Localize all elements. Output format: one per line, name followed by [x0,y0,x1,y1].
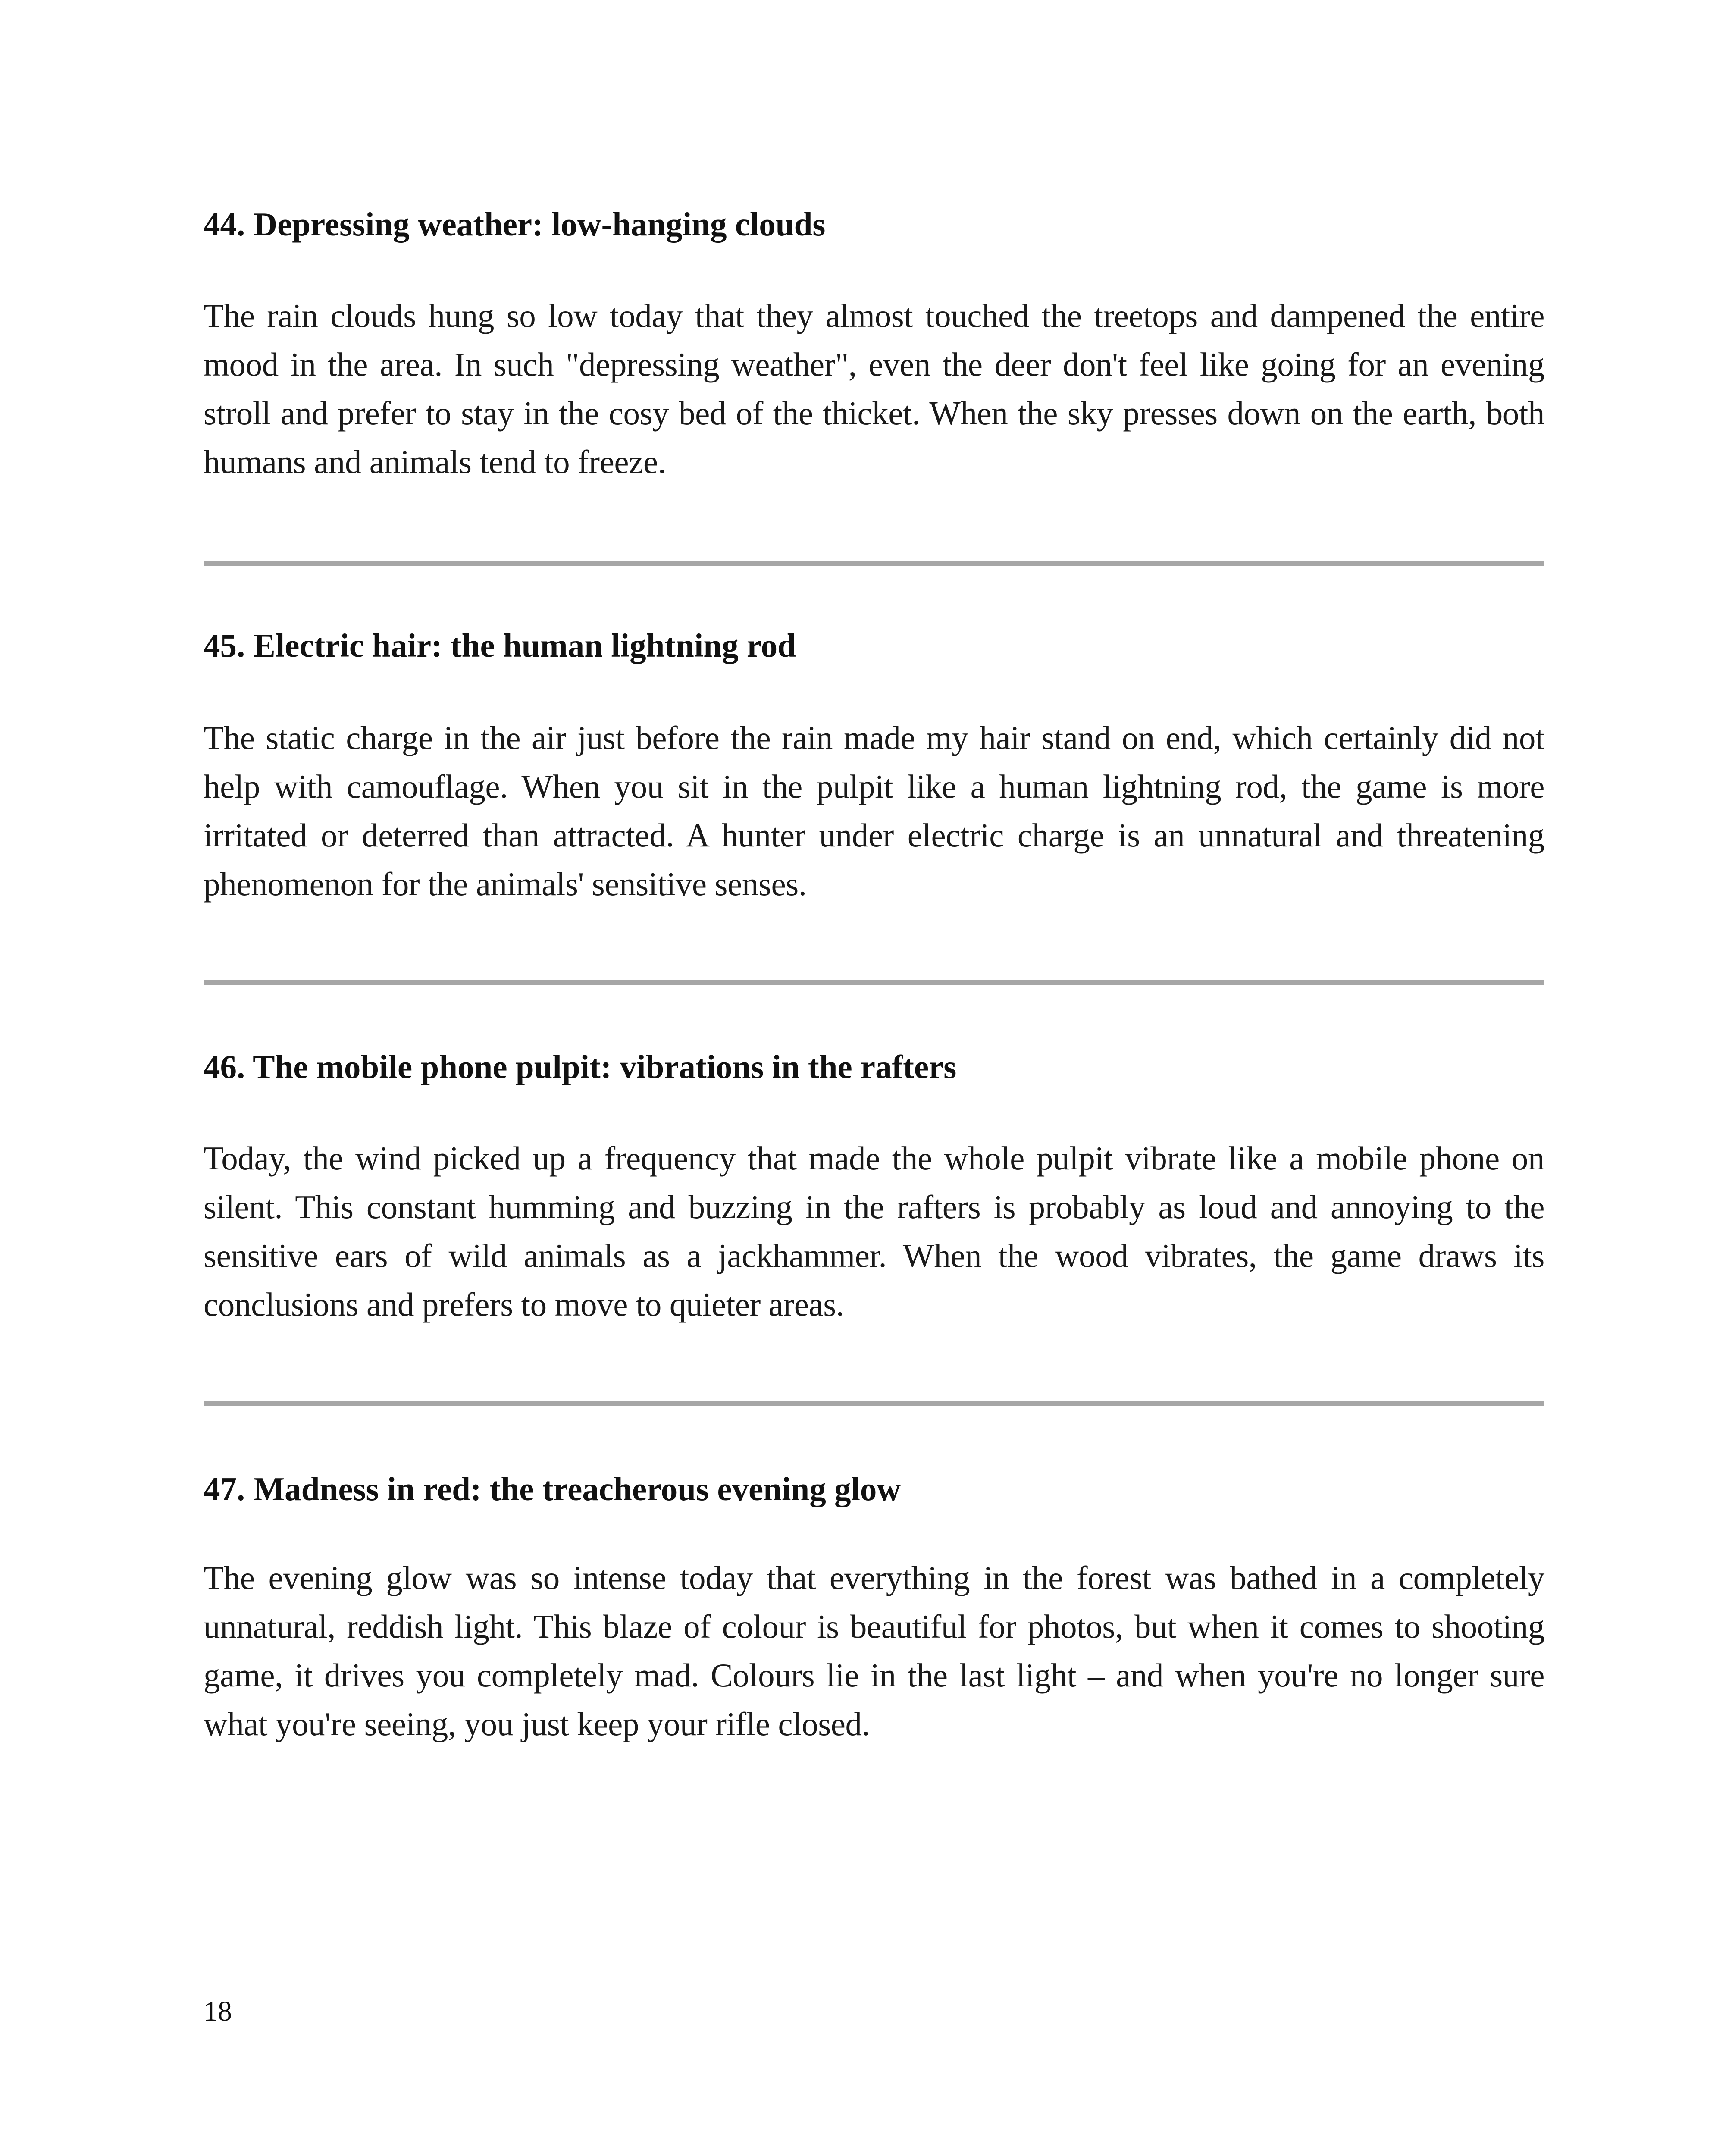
section-divider [204,1401,1544,1406]
entry-title-46: 46. The mobile phone pulpit: vibrations in the rafters [204,1048,957,1085]
entry-title-45: 45. Electric hair: the human lightning rod [204,627,796,664]
entry-body-45: The static charge in the air just before the rain made my hair stand on end, which certainly did not help with camouflage. When you sit in the pulpit like a human lightning rod, the game is more irritated or deterred than attracted. A hunter under electric charge is an unnatural and threatening phenomenon for the animals' sensitive senses. [204,719,1544,903]
entry-body-46: Today, the wind picked up a frequency that made the whole pulpit vibrate like a mobile phone on silent. This constant humming and buzzing in the rafters is probably as loud and annoying to the sensitive ears of wild animals as a jackhammer. When the wood vibrates, the game draws its conclusions and prefers to move to quieter areas. [204,1140,1544,1323]
section-divider [204,980,1544,985]
entry-body-44: The rain clouds hung so low today that they almost touched the treetops and dampened the entire mood in the area. In such "depressing weather", even the deer don't feel like going for an evening stroll and prefer to stay in the cosy bed of the thicket. When the sky presses down on the earth, both humans and animals tend to freeze. [204,297,1544,480]
entry-body-47: The evening glow was so intense today that everything in the forest was bathed in a completely unnatural, reddish light. This blaze of colour is beautiful for photos, but when it comes to shooting game, it drives you completely mad. Colours lie in the last light – and when you're no longer sure what you're seeing, you just keep your rifle closed. [204,1559,1544,1742]
page-number: 18 [204,1996,232,2027]
entry-title-47: 47. Madness in red: the treacherous evening glow [204,1470,901,1507]
section-divider [204,561,1544,566]
entry-title-44: 44. Depressing weather: low-hanging clouds [204,206,826,243]
